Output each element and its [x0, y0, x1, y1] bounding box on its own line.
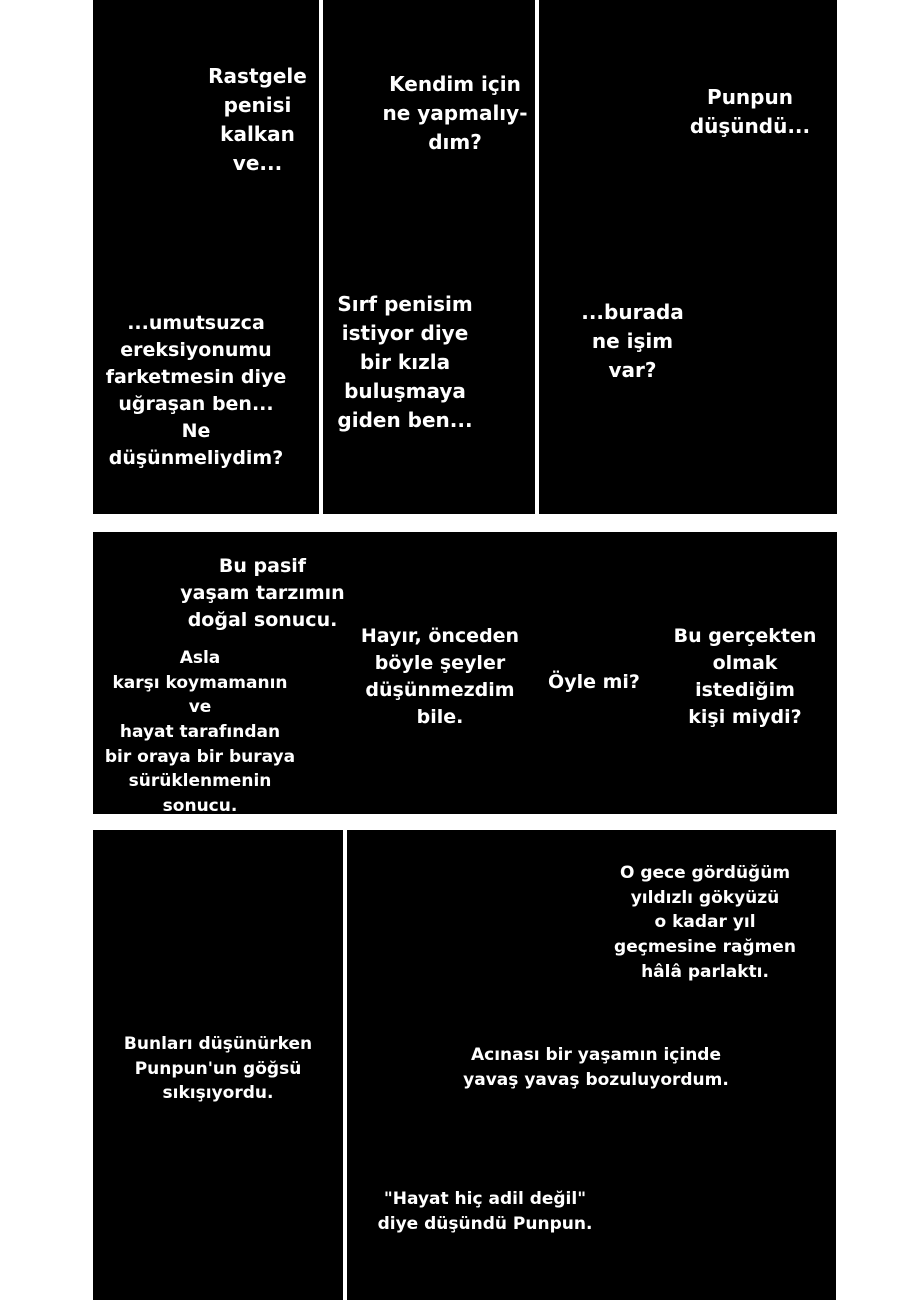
caption-row3-right-top: O gece gördüğüm yıldızlı gökyüzü o kadar yıl geçmesine rağmen hâlâ parlaktı. — [614, 863, 796, 982]
caption-row3-right-mid: Acınası bir yaşamın içinde yavaş yavaş bozuluyordum. — [463, 1045, 729, 1090]
caption-row1-left-bottom: ...umutsuzca ereksiyonumu farketmesin diye uğraşan ben... Ne düşünmeliydim? — [105, 312, 287, 469]
caption-row2-1: Bu pasif yaşam tarzımın doğal sonucu. — [180, 555, 345, 631]
caption-row1-mid-top: Kendim için ne yapmalıy- dım? — [382, 72, 528, 154]
caption-row2-5: Bu gerçekten olmak istediğim kişi miydi? — [673, 625, 817, 728]
caption-row3-left: Bunları düşünürken Punpun'un göğsü sıkışıyordu. — [123, 1034, 313, 1104]
panel-row1-right — [539, 0, 837, 514]
caption-row1-right-top: Punpun düşündü... — [689, 85, 811, 138]
caption-row1-right-bottom: ...burada ne işim var? — [581, 300, 684, 382]
caption-row1-left-top: Rastgele penisi kalkan ve... — [208, 64, 307, 175]
caption-row2-4: Öyle mi? — [548, 671, 640, 693]
caption-row1-mid-bottom: Sırf penisim istiyor diye bir kızla buluşmaya giden ben... — [337, 292, 473, 432]
caption-row2-2: Asla karşı koymamanın ve hayat tarafından bir oraya bir buraya sürüklenmenin sonucu. — [104, 648, 296, 816]
caption-row2-3: Hayır, önceden böyle şeyler düşünmezdim bile. — [360, 625, 520, 728]
caption-row3-right-bottom: "Hayat hiç adil değil" diye düşündü Punpun. — [377, 1189, 593, 1234]
